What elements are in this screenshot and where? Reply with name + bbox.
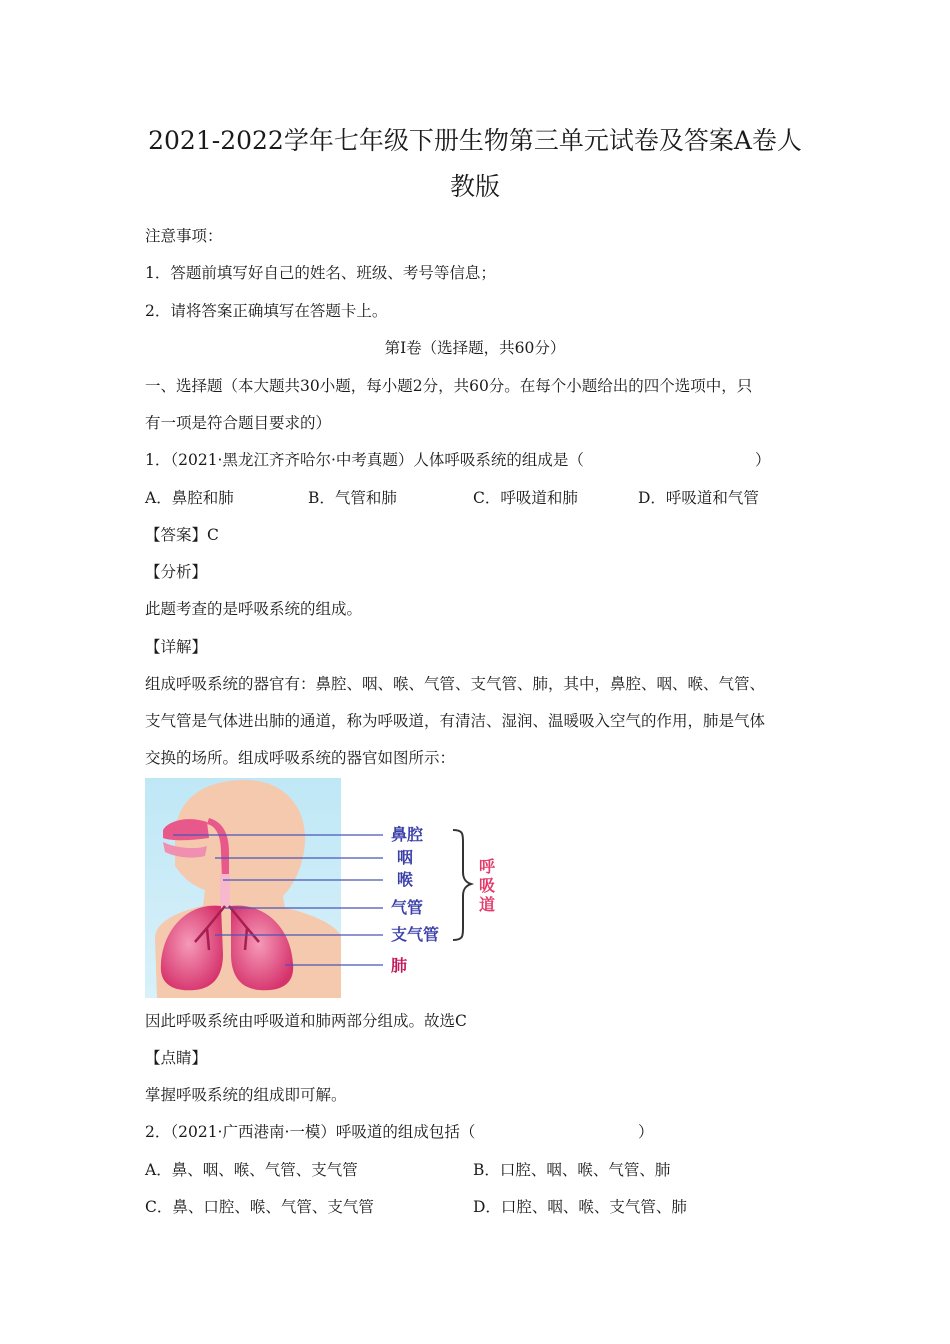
part1-instructions-line-2: 有一项是符合题目要求的） bbox=[145, 414, 332, 432]
q1-option-c: C．呼吸道和肺 bbox=[473, 489, 578, 507]
q1-analysis-heading: 【分析】 bbox=[145, 563, 208, 581]
respiratory-system-diagram bbox=[145, 778, 505, 998]
label-lung: 肺 bbox=[391, 956, 408, 975]
q1-detail-line-1: 组成呼吸系统的器官有：鼻腔、咽、喉、气管、支气管、肺，其中，鼻腔、咽、喉、气管、 bbox=[145, 675, 766, 693]
q2-stem: 2．（2021·广西港南·一模）呼吸道的组成包括（ bbox=[145, 1123, 476, 1141]
group-label-char-3: 道 bbox=[479, 895, 496, 914]
q1-option-a: A．鼻腔和肺 bbox=[145, 489, 234, 507]
notice-item-2: 2．请将答案正确填写在答题卡上。 bbox=[145, 302, 388, 320]
q2-option-d: D．口腔、咽、喉、支气管、肺 bbox=[473, 1198, 687, 1216]
q1-detail-line-3: 交换的场所。组成呼吸系统的器官如图所示： bbox=[145, 749, 456, 767]
q2-option-b: B．口腔、咽、喉、气管、肺 bbox=[473, 1161, 671, 1179]
group-label-char-2: 吸 bbox=[479, 876, 496, 895]
title-line-1: 2021-2022学年七年级下册生物第三单元试卷及答案A卷人 bbox=[148, 126, 802, 155]
q2-option-a: A．鼻、咽、喉、气管、支气管 bbox=[145, 1161, 358, 1179]
q2-stem-close: ） bbox=[638, 1123, 654, 1141]
q1-stem: 1．（2021·黑龙江齐齐哈尔·中考真题）人体呼吸系统的组成是（ bbox=[145, 451, 584, 469]
q1-option-b: B．气管和肺 bbox=[308, 489, 397, 507]
label-trachea: 气管 bbox=[391, 898, 424, 917]
q1-analysis: 此题考查的是呼吸系统的组成。 bbox=[145, 600, 363, 618]
q1-conclusion: 因此呼吸系统由呼吸道和肺两部分组成。故选C bbox=[145, 1012, 467, 1030]
section-title: 第I卷（选择题，共60分） bbox=[384, 339, 566, 357]
q1-tip-heading: 【点睛】 bbox=[145, 1049, 208, 1067]
notice-item-1: 1．答题前填写好自己的姓名、班级、考号等信息； bbox=[145, 264, 496, 282]
q1-answer: 【答案】C bbox=[145, 526, 219, 544]
q1-option-d: D．呼吸道和气管 bbox=[638, 489, 759, 507]
group-label-char-1: 呼 bbox=[479, 857, 496, 876]
respiratory-tract-brace bbox=[453, 830, 471, 940]
q1-detail-line-2: 支气管是气体进出肺的通道，称为呼吸道，有清洁、湿润、温暖吸入空气的作用，肺是气体 bbox=[145, 712, 766, 730]
q1-tip: 掌握呼吸系统的组成即可解。 bbox=[145, 1086, 347, 1104]
label-nasal-cavity: 鼻腔 bbox=[391, 825, 424, 844]
notice-heading: 注意事项： bbox=[145, 227, 223, 245]
label-pharynx: 咽 bbox=[397, 848, 414, 867]
q1-detail-heading: 【详解】 bbox=[145, 638, 208, 656]
part1-instructions-line-1: 一、选择题（本大题共30小题，每小题2分，共60分。在每个小题给出的四个选项中，只 bbox=[145, 377, 753, 395]
trachea-rings bbox=[220, 874, 230, 908]
label-larynx: 喉 bbox=[397, 870, 414, 889]
document-title bbox=[100, 118, 850, 210]
label-bronchus: 支气管 bbox=[391, 925, 440, 944]
title-line-2: 教版 bbox=[449, 172, 500, 201]
q2-option-c: C．鼻、口腔、喉、气管、支气管 bbox=[145, 1198, 374, 1216]
q1-stem-close: ） bbox=[755, 451, 771, 469]
